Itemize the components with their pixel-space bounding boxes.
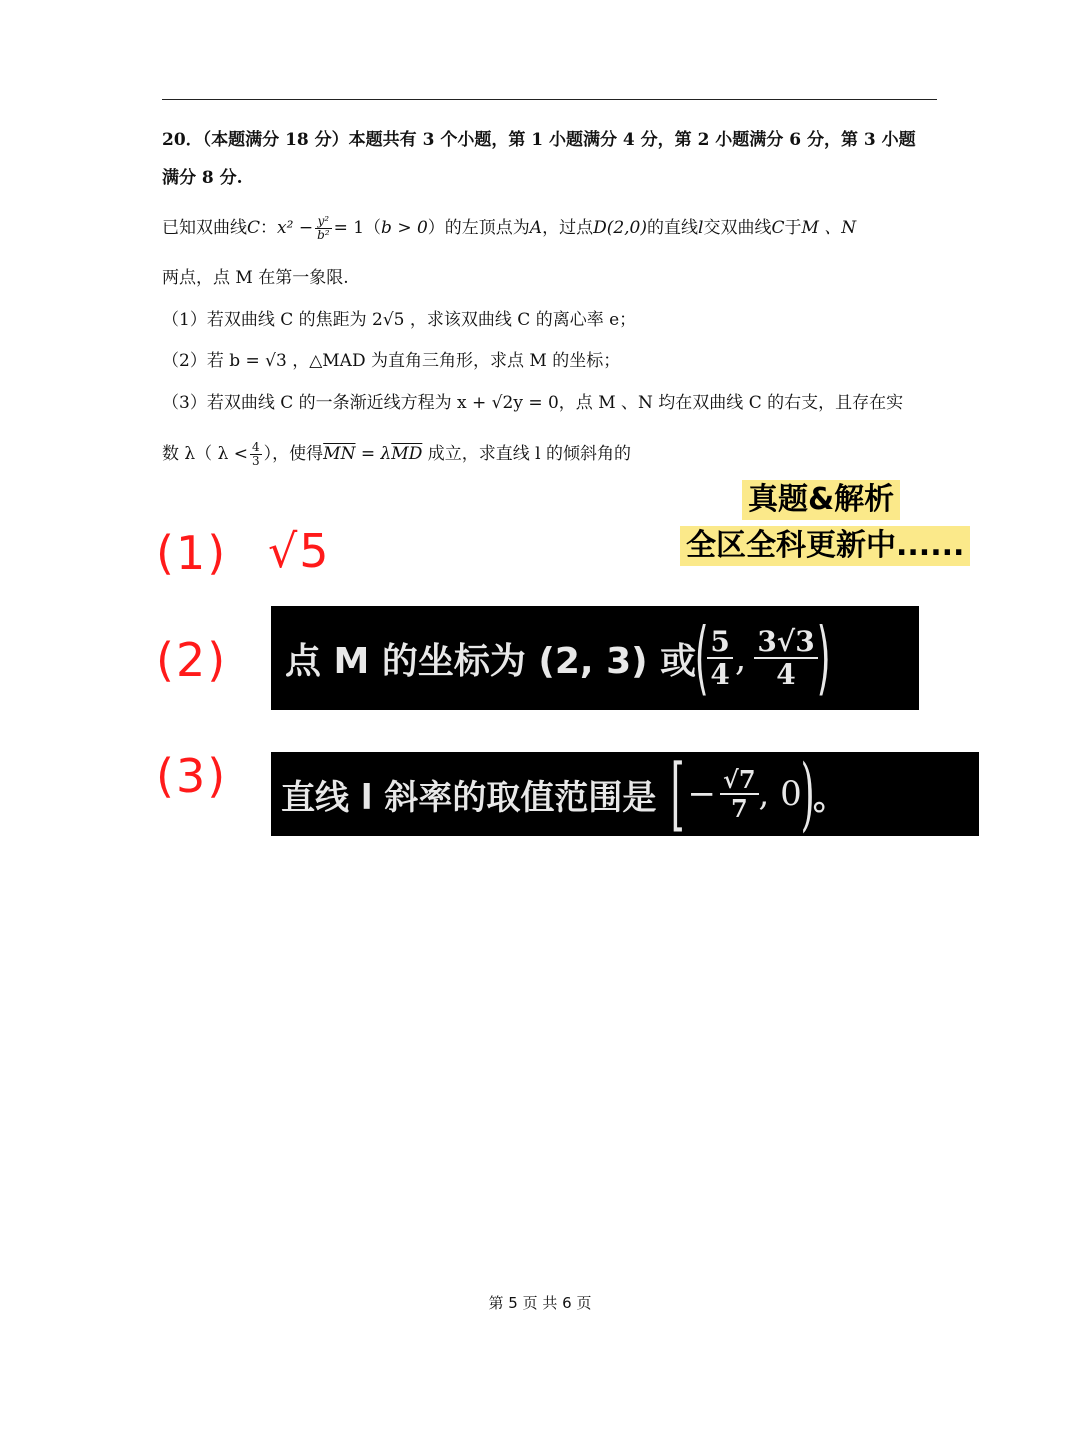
answer-3-frac-num: √7 (720, 766, 758, 795)
answer-2-frac2-num: 3√3 (754, 626, 817, 659)
answer-3-end: 。 (813, 777, 847, 818)
top-rule (162, 99, 937, 100)
answer-2-label: (2) (156, 633, 228, 687)
given-frac-num: y² (315, 215, 332, 229)
answer-2-box (271, 606, 919, 710)
question-3-line2 (162, 436, 631, 472)
given-text-d: 的直线 (647, 218, 699, 238)
answer-3-frac (720, 766, 758, 822)
answer-1-label: (1) (156, 526, 228, 580)
given-text-f: 于 (784, 218, 802, 238)
given-text-b: ）的左顶点为 (427, 218, 530, 238)
question-2: （2）若 b = √3 ，△MAD 为直角三角形，求点 M 的坐标； (162, 351, 621, 371)
answer-2-rparen: ) (816, 611, 831, 704)
problem-header-line1: 20．（本题满分 18 分）本题共有 3 个小题，第 1 小题满分 4 分，第 2 小题满分 6 分，第 3 小题 (162, 130, 916, 150)
answer-2-frac1 (707, 626, 732, 690)
q3-eq: = λ (355, 444, 392, 464)
answer-2-frac2-den: 4 (776, 658, 796, 691)
answer-3-text: 直线 l 斜率的取值范围是 (281, 777, 657, 818)
answer-3-frac-den: 7 (730, 794, 748, 823)
given-line-l: l (698, 218, 704, 238)
given-colon: ： (260, 218, 278, 238)
answer-3-box (271, 747, 979, 840)
problem-given-line2: 两点，点 M 在第一象限. (162, 268, 349, 288)
given-cond: b > 0 (381, 218, 428, 238)
q3-frac-num: 4 (252, 440, 260, 454)
question-1: （1）若双曲线 C 的焦距为 2√5 ，求该双曲线 C 的离心率 e； (162, 310, 637, 330)
given-frac-den: b² (317, 228, 330, 242)
problem-given-line1 (162, 210, 856, 246)
q3-vector-md: $\overline{MD}$ (391, 444, 423, 464)
answer-2-frac1-den: 4 (710, 658, 730, 691)
problem-header-line2: 满分 8 分. (162, 168, 243, 188)
answer-2-lparen: ( (694, 611, 709, 704)
answer-3-tail: , 0 (758, 774, 802, 814)
tag-updating: 全区全科更新中...... (680, 526, 970, 566)
answer-2-frac2 (754, 626, 817, 690)
given-text-c: ，过点 (542, 218, 594, 238)
given-text-e: 交双曲线 (703, 218, 772, 238)
answer-2-frac1-num: 5 (707, 626, 732, 659)
answer-2-text: 点 M 的坐标为 (2, 3) 或 (285, 640, 697, 682)
answer-1-value: √5 (268, 524, 331, 578)
given-text-a: 已知双曲线 (162, 218, 247, 238)
question-3-line1: （3）若双曲线 C 的一条渐近线方程为 x + √2y = 0，点 M 、N 均在双曲线 C 的右支，且存在实 (162, 393, 904, 413)
answer-3-rparen: ) (800, 747, 815, 840)
page-footer: 第 5 页 共 6 页 (488, 1294, 592, 1312)
given-points-mn: M 、N (801, 218, 857, 238)
q3-text-c: 成立，求直线 l 的倾斜角的 (422, 444, 631, 464)
given-eq: = 1（ (333, 218, 382, 238)
given-curve-c2: C (771, 218, 785, 238)
given-fraction (315, 215, 332, 242)
q3-text-b: ），使得 (263, 444, 324, 464)
tag-solutions: 真题&解析 (742, 480, 900, 520)
answer-3-lbracket: [ (670, 747, 685, 840)
q3-vector-mn: $\overline{MN}$ (323, 444, 356, 464)
q3-text-a: 数 λ（ λ < (162, 444, 249, 464)
q3-fraction (250, 441, 262, 468)
given-curve-c: C (247, 218, 261, 238)
answer-3-minus: − (687, 774, 717, 814)
given-x2: x² − (277, 218, 314, 238)
answer-3-label: (3) (156, 749, 228, 803)
answer-2-comma: , (734, 637, 747, 679)
given-point-d: D(2,0) (593, 218, 648, 238)
given-point-a: A (529, 218, 543, 238)
q3-frac-den: 3 (252, 454, 260, 468)
